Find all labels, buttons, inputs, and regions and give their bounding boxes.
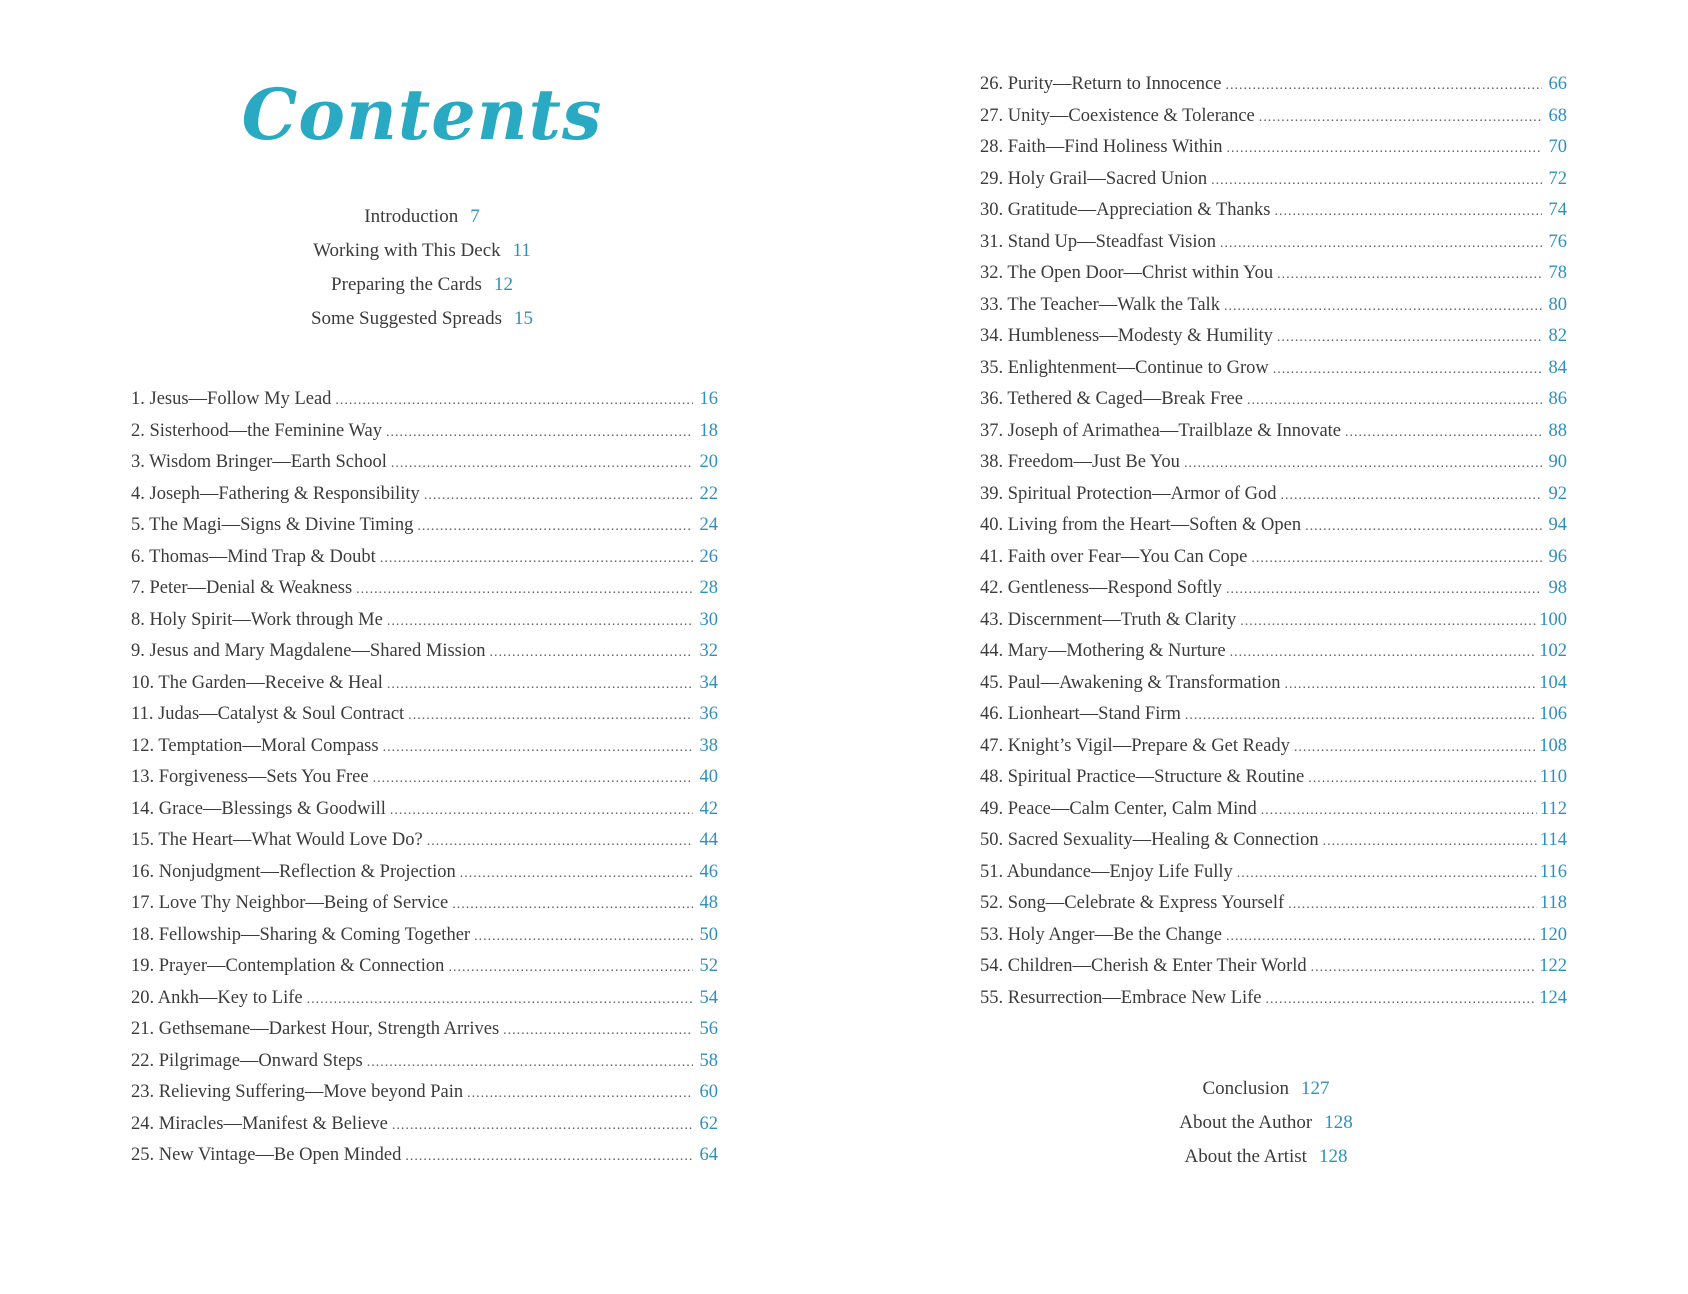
toc-entry[interactable] (980, 573, 1567, 605)
toc-entry-title: 5. The Magi—Signs & Divine Timing (131, 515, 414, 535)
front-matter-label: Some Suggested Spreads (310, 308, 503, 329)
toc-entry-title: 31. Stand Up—Steadfast Vision (980, 231, 1216, 252)
toc-entry-title: 11. Judas—Catalyst & Soul Contract (131, 704, 405, 724)
toc-entry[interactable] (131, 983, 718, 1015)
dot-leader (1311, 952, 1537, 984)
toc-entry-page: 68 (1548, 105, 1567, 126)
toc-entry-title: 27. Unity—Coexistence & Tolerance (980, 105, 1255, 126)
front-matter-item[interactable] (0, 200, 844, 234)
dot-leader (387, 669, 693, 701)
toc-entry-page: 28 (699, 578, 718, 598)
dot-leader (373, 763, 693, 795)
dot-leader (1277, 322, 1542, 354)
toc-entry-title: 54. Children—Cherish & Enter Their World (980, 956, 1307, 976)
toc-entry[interactable] (131, 605, 718, 637)
dot-leader (467, 1078, 693, 1110)
front-matter-label: Introduction (364, 206, 459, 227)
toc-entry-title: 13. Forgiveness—Sets You Free (131, 767, 369, 787)
front-matter-item[interactable] (0, 234, 844, 268)
toc-entry[interactable] (131, 636, 718, 668)
dot-leader (1251, 543, 1542, 575)
toc-entry[interactable] (980, 636, 1567, 668)
toc-entry-title: 20. Ankh—Key to Life (131, 987, 303, 1008)
toc-entry[interactable] (131, 416, 718, 448)
dot-leader (490, 637, 693, 669)
toc-entry-page: 78 (1548, 263, 1567, 283)
toc-entry[interactable] (980, 101, 1567, 133)
toc-entry[interactable] (131, 1046, 718, 1078)
toc-entry[interactable] (131, 857, 718, 889)
toc-entry-page: 108 (1539, 735, 1567, 756)
dot-leader (1220, 228, 1542, 260)
toc-entry-title: 18. Fellowship—Sharing & Coming Together (131, 924, 471, 945)
back-matter-item[interactable] (844, 1140, 1688, 1174)
toc-entry[interactable] (980, 227, 1567, 259)
dot-leader (1273, 354, 1542, 386)
toc-entry-title: 17. Love Thy Neighbor—Being of Service (131, 893, 449, 913)
toc-list-left (131, 384, 718, 1172)
dot-leader (1185, 700, 1536, 732)
toc-entry-page: 44 (699, 830, 718, 850)
toc-entry-title: 25. New Vintage—Be Open Minded (131, 1145, 402, 1165)
toc-entry[interactable] (980, 447, 1567, 479)
toc-entry-page: 54 (699, 987, 718, 1008)
toc-entry-page: 70 (1548, 137, 1567, 157)
front-matter-item[interactable] (0, 302, 844, 336)
toc-entry[interactable] (131, 668, 718, 700)
dot-leader (1274, 196, 1542, 228)
toc-entry-page: 24 (699, 515, 718, 535)
front-matter-page: 12 (493, 274, 513, 295)
dot-leader (448, 952, 693, 984)
toc-entry-page: 124 (1539, 987, 1567, 1008)
toc-entry-page: 42 (699, 798, 718, 819)
toc-entry-title: 29. Holy Grail—Sacred Union (980, 168, 1208, 189)
toc-entry[interactable] (980, 510, 1567, 542)
dot-leader (503, 1015, 693, 1047)
toc-entry[interactable] (980, 416, 1567, 448)
dot-leader (424, 480, 693, 512)
toc-entry-title: 49. Peace—Calm Center, Calm Mind (980, 798, 1257, 819)
toc-entry-title: 34. Humbleness—Modesty & Humility (980, 326, 1273, 346)
toc-entry[interactable] (980, 542, 1567, 574)
toc-entry-title: 37. Joseph of Arimathea—Trailblaze & Innovate (980, 420, 1342, 441)
back-matter-page: 128 (1318, 1146, 1348, 1167)
toc-entry[interactable] (131, 825, 718, 857)
dot-leader (1211, 165, 1542, 197)
toc-entry-title: 10. The Garden—Receive & Heal (131, 672, 383, 693)
dot-leader (307, 984, 693, 1016)
dot-leader (383, 732, 693, 764)
toc-entry-page: 66 (1548, 74, 1567, 94)
toc-entry[interactable] (131, 542, 718, 574)
toc-entry[interactable] (131, 1014, 718, 1046)
toc-entry-title: 3. Wisdom Bringer—Earth School (131, 452, 387, 472)
toc-entry[interactable] (131, 447, 718, 479)
toc-entry-page: 102 (1539, 641, 1567, 661)
front-matter-label: Working with This Deck (313, 240, 501, 261)
toc-entry-title: 36. Tethered & Caged—Break Free (980, 389, 1243, 409)
back-matter-label: About the Artist (1184, 1146, 1307, 1167)
toc-entry-page: 122 (1539, 956, 1567, 976)
toc-entry-page: 18 (699, 420, 718, 441)
toc-entry[interactable] (131, 1109, 718, 1141)
toc-entry-title: 2. Sisterhood—the Feminine Way (131, 420, 382, 441)
toc-entry-page: 26 (699, 546, 718, 567)
toc-entry-page: 120 (1539, 924, 1567, 945)
dot-leader (1294, 732, 1536, 764)
toc-entry-page: 86 (1548, 389, 1567, 409)
dot-leader (387, 606, 693, 638)
toc-entry[interactable] (131, 1077, 718, 1109)
toc-entry-page: 84 (1548, 357, 1567, 378)
toc-entry-title: 28. Faith—Find Holiness Within (980, 137, 1223, 157)
toc-entry-title: 46. Lionheart—Stand Firm (980, 704, 1181, 724)
toc-entry-page: 40 (699, 767, 718, 787)
toc-entry[interactable] (131, 384, 718, 416)
toc-entry[interactable] (980, 794, 1567, 826)
toc-entry[interactable] (980, 888, 1567, 920)
back-matter-page: 128 (1324, 1112, 1353, 1133)
toc-entry[interactable] (980, 983, 1567, 1015)
toc-entry-page: 32 (699, 641, 718, 661)
dot-leader (1280, 480, 1542, 512)
toc-entry[interactable] (980, 731, 1567, 763)
toc-entry[interactable] (980, 384, 1567, 416)
dot-leader (392, 1110, 693, 1142)
toc-entry-page: 34 (699, 672, 718, 693)
dot-leader (427, 826, 693, 858)
dot-leader (356, 574, 693, 606)
toc-entry[interactable] (131, 762, 718, 794)
toc-entry-title: 19. Prayer—Contemplation & Connection (131, 956, 445, 976)
toc-entry-title: 23. Relieving Suffering—Move beyond Pain (131, 1082, 464, 1102)
toc-entry-page: 100 (1539, 609, 1567, 630)
toc-entry-page: 82 (1548, 326, 1567, 346)
dot-leader (417, 511, 693, 543)
toc-entry[interactable] (131, 951, 718, 983)
toc-entry[interactable] (980, 258, 1567, 290)
toc-entry-page: 30 (699, 609, 718, 630)
toc-entry-title: 9. Jesus and Mary Magdalene—Shared Mission (131, 641, 486, 661)
toc-list-right (980, 69, 1567, 1014)
dot-leader (380, 543, 693, 575)
toc-entry[interactable] (131, 573, 718, 605)
toc-entry[interactable] (131, 888, 718, 920)
front-matter-page: 11 (512, 240, 531, 261)
toc-entry-title: 26. Purity—Return to Innocence (980, 74, 1222, 94)
toc-entry-title: 32. The Open Door—Christ within You (980, 263, 1274, 283)
dot-leader (1288, 889, 1537, 921)
toc-entry-title: 55. Resurrection—Embrace New Life (980, 987, 1262, 1008)
toc-entry[interactable] (980, 699, 1567, 731)
dot-leader (1226, 574, 1542, 606)
right-page (844, 0, 1688, 1294)
dot-leader (391, 448, 693, 480)
toc-entry-page: 98 (1548, 578, 1567, 598)
toc-entry-title: 38. Freedom—Just Be You (980, 452, 1180, 472)
toc-entry[interactable] (980, 132, 1567, 164)
toc-entry-page: 58 (699, 1050, 718, 1071)
dot-leader (1259, 102, 1542, 134)
toc-entry[interactable] (131, 510, 718, 542)
front-matter-item[interactable] (0, 268, 844, 302)
toc-entry-title: 4. Joseph—Fathering & Responsibility (131, 483, 420, 504)
toc-entry-title: 41. Faith over Fear—You Can Cope (980, 546, 1248, 567)
toc-entry[interactable] (131, 920, 718, 952)
toc-entry-page: 92 (1548, 483, 1567, 504)
toc-entry[interactable] (131, 731, 718, 763)
toc-entry-title: 43. Discernment—Truth & Clarity (980, 609, 1237, 630)
contents-title: Contents (241, 73, 603, 156)
front-matter-page: 15 (514, 308, 534, 329)
toc-entry-page: 60 (699, 1082, 718, 1102)
back-matter-label: About the Author (1179, 1112, 1313, 1133)
toc-entry[interactable] (980, 857, 1567, 889)
dot-leader (452, 889, 693, 921)
dot-leader (1261, 795, 1537, 827)
dot-leader (1277, 259, 1542, 291)
toc-entry-page: 74 (1548, 200, 1567, 220)
toc-entry[interactable] (131, 699, 718, 731)
dot-leader (1225, 70, 1542, 102)
toc-entry-page: 90 (1548, 452, 1567, 472)
toc-entry-page: 62 (699, 1113, 718, 1134)
toc-entry-title: 16. Nonjudgment—Reflection & Projection (131, 861, 456, 882)
toc-entry[interactable] (980, 825, 1567, 857)
toc-entry-page: 38 (699, 735, 718, 756)
toc-entry-page: 76 (1548, 231, 1567, 252)
dot-leader (1227, 133, 1542, 165)
dot-leader (474, 921, 693, 953)
toc-entry[interactable] (980, 321, 1567, 353)
dot-leader (1226, 921, 1536, 953)
dot-leader (390, 795, 693, 827)
toc-entry-title: 39. Spiritual Protection—Armor of God (980, 483, 1277, 504)
dot-leader (1308, 763, 1537, 795)
toc-entry-title: 35. Enlightenment—Continue to Grow (980, 357, 1269, 378)
toc-entry-title: 14. Grace—Blessings & Goodwill (131, 798, 386, 819)
toc-entry-page: 80 (1548, 294, 1567, 315)
toc-entry[interactable] (980, 668, 1567, 700)
toc-entry-page: 106 (1539, 704, 1567, 724)
back-matter-item[interactable] (844, 1106, 1688, 1140)
dot-leader (1345, 417, 1542, 449)
toc-entry-title: 48. Spiritual Practice—Structure & Routine (980, 767, 1305, 787)
toc-entry-title: 50. Sacred Sexuality—Healing & Connection (980, 830, 1319, 850)
dot-leader (1184, 448, 1542, 480)
back-matter-item[interactable] (844, 1072, 1688, 1106)
dot-leader (460, 858, 693, 890)
front-matter-list (0, 200, 844, 336)
toc-entry-page: 16 (699, 389, 718, 409)
toc-entry-title: 12. Temptation—Moral Compass (131, 735, 379, 756)
toc-entry-page: 46 (699, 861, 718, 882)
toc-entry[interactable] (980, 195, 1567, 227)
toc-entry-page: 94 (1548, 515, 1567, 535)
toc-entry-title: 53. Holy Anger—Be the Change (980, 924, 1222, 945)
toc-entry-page: 52 (699, 956, 718, 976)
toc-entry-title: 24. Miracles—Manifest & Believe (131, 1113, 388, 1134)
toc-entry-page: 72 (1548, 168, 1567, 189)
dot-leader (367, 1047, 693, 1079)
toc-entry-title: 40. Living from the Heart—Soften & Open (980, 515, 1302, 535)
toc-entry-page: 64 (699, 1145, 718, 1165)
back-matter-list (844, 1072, 1688, 1174)
dot-leader (335, 385, 693, 417)
toc-entry-title: 21. Gethsemane—Darkest Hour, Strength Arrives (131, 1019, 500, 1039)
dot-leader (1266, 984, 1537, 1016)
toc-entry-page: 50 (699, 924, 718, 945)
toc-entry[interactable] (131, 479, 718, 511)
toc-entry-page: 112 (1539, 798, 1567, 819)
dot-leader (1305, 511, 1542, 543)
toc-entry-title: 47. Knight’s Vigil—Prepare & Get Ready (980, 735, 1290, 756)
toc-entry-page: 20 (699, 452, 718, 472)
toc-entry-title: 33. The Teacher—Walk the Talk (980, 294, 1220, 315)
toc-entry-title: 52. Song—Celebrate & Express Yourself (980, 893, 1285, 913)
toc-entry-page: 118 (1539, 893, 1567, 913)
dot-leader (1240, 606, 1536, 638)
toc-entry[interactable] (980, 164, 1567, 196)
front-matter-page: 7 (470, 206, 480, 227)
front-matter-label: Preparing the Cards (331, 274, 482, 295)
toc-entry-page: 114 (1539, 830, 1567, 850)
dot-leader (1224, 291, 1542, 323)
dot-leader (1237, 858, 1537, 890)
dot-leader (1230, 637, 1537, 669)
toc-entry-title: 1. Jesus—Follow My Lead (131, 389, 332, 409)
toc-entry[interactable] (980, 353, 1567, 385)
toc-entry-title: 7. Peter—Denial & Weakness (131, 578, 353, 598)
dot-leader (386, 417, 693, 449)
toc-entry[interactable] (980, 951, 1567, 983)
toc-entry-title: 6. Thomas—Mind Trap & Doubt (131, 546, 376, 567)
toc-entry-page: 104 (1539, 672, 1567, 693)
toc-entry[interactable] (980, 762, 1567, 794)
toc-entry[interactable] (131, 794, 718, 826)
toc-entry-page: 36 (699, 704, 718, 724)
toc-entry[interactable] (980, 605, 1567, 637)
toc-entry-page: 22 (699, 483, 718, 504)
toc-entry-title: 44. Mary—Mothering & Nurture (980, 641, 1226, 661)
toc-entry-title: 45. Paul—Awakening & Transformation (980, 672, 1281, 693)
dot-leader (1323, 826, 1537, 858)
back-matter-label: Conclusion (1202, 1078, 1290, 1099)
toc-entry[interactable] (980, 479, 1567, 511)
toc-entry-page: 88 (1548, 420, 1567, 441)
toc-entry[interactable] (131, 1140, 718, 1172)
toc-entry-page: 96 (1548, 546, 1567, 567)
toc-entry[interactable] (980, 69, 1567, 101)
dot-leader (405, 1141, 693, 1173)
toc-entry-title: 51. Abundance—Enjoy Life Fully (980, 861, 1233, 882)
back-matter-page: 127 (1301, 1078, 1330, 1099)
dot-leader (1247, 385, 1542, 417)
toc-entry-title: 30. Gratitude—Appreciation & Thanks (980, 200, 1271, 220)
dot-leader (408, 700, 693, 732)
toc-entry-page: 110 (1539, 767, 1567, 787)
toc-entry-title: 42. Gentleness—Respond Softly (980, 578, 1223, 598)
toc-entry-title: 22. Pilgrimage—Onward Steps (131, 1050, 363, 1071)
toc-entry-page: 116 (1539, 861, 1567, 882)
toc-entry[interactable] (980, 290, 1567, 322)
toc-entry-page: 56 (699, 1019, 718, 1039)
dot-leader (1284, 669, 1536, 701)
toc-entry-page: 48 (699, 893, 718, 913)
toc-entry-title: 15. The Heart—What Would Love Do? (131, 830, 423, 850)
toc-entry[interactable] (980, 920, 1567, 952)
toc-entry-title: 8. Holy Spirit—Work through Me (131, 609, 383, 630)
